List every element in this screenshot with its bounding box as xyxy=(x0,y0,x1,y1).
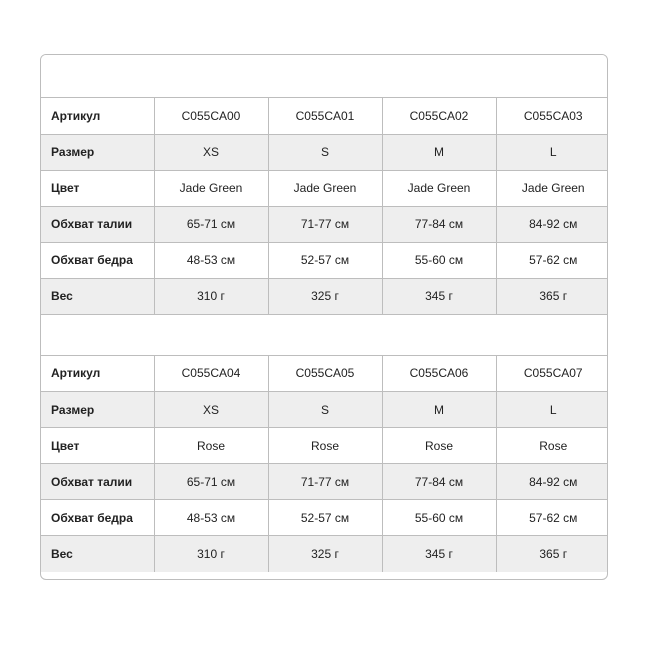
table-cell: XS xyxy=(154,392,268,428)
table-cell: 84-92 см xyxy=(496,206,608,242)
table-cell: M xyxy=(382,134,496,170)
table-cell: 52-57 см xyxy=(268,500,382,536)
table-cell: Rose xyxy=(382,428,496,464)
table-cell: Rose xyxy=(268,428,382,464)
table-cell: 65-71 см xyxy=(154,464,268,500)
table-cell: 77-84 см xyxy=(382,464,496,500)
table-cell: 48-53 см xyxy=(154,500,268,536)
table-row-waist xyxy=(41,464,608,500)
table-cell: 345 г xyxy=(382,278,496,314)
section-rose xyxy=(41,356,607,572)
table-cell: C055CA01 xyxy=(268,98,382,134)
row-label: Обхват бедра xyxy=(41,500,154,536)
table-cell: Jade Green xyxy=(496,170,608,206)
table-cell: L xyxy=(496,134,608,170)
table-cell: 65-71 см xyxy=(154,206,268,242)
spec-table-jade-green xyxy=(41,98,608,315)
table-cell: C055CA06 xyxy=(382,356,496,392)
spec-card xyxy=(40,54,608,580)
table-cell: 365 г xyxy=(496,278,608,314)
table-row-color xyxy=(41,170,608,206)
table-cell: Jade Green xyxy=(154,170,268,206)
table-row-article xyxy=(41,98,608,134)
table-header-blank xyxy=(41,55,607,98)
table-row-color xyxy=(41,428,608,464)
table-cell: C055CA00 xyxy=(154,98,268,134)
spec-table-rose xyxy=(41,356,608,572)
table-cell: 48-53 см xyxy=(154,242,268,278)
row-label: Обхват талии xyxy=(41,206,154,242)
table-cell: 55-60 см xyxy=(382,242,496,278)
row-label: Обхват бедра xyxy=(41,242,154,278)
table-cell: Jade Green xyxy=(382,170,496,206)
table-cell: 310 г xyxy=(154,278,268,314)
table-cell: Rose xyxy=(496,428,608,464)
table-cell: C055CA07 xyxy=(496,356,608,392)
table-cell: C055CA05 xyxy=(268,356,382,392)
table-cell: 71-77 см xyxy=(268,206,382,242)
table-cell: 325 г xyxy=(268,278,382,314)
table-cell: C055CA03 xyxy=(496,98,608,134)
table-row-size xyxy=(41,392,608,428)
table-cell: Jade Green xyxy=(268,170,382,206)
table-cell: 57-62 см xyxy=(496,500,608,536)
row-label: Размер xyxy=(41,392,154,428)
table-cell: 325 г xyxy=(268,536,382,572)
table-row-hip xyxy=(41,242,608,278)
table-row-article xyxy=(41,356,608,392)
table-cell: S xyxy=(268,134,382,170)
table-cell: S xyxy=(268,392,382,428)
row-label: Вес xyxy=(41,278,154,314)
table-row-weight xyxy=(41,278,608,314)
table-cell: 345 г xyxy=(382,536,496,572)
table-cell: 77-84 см xyxy=(382,206,496,242)
table-cell: XS xyxy=(154,134,268,170)
table-row-waist xyxy=(41,206,608,242)
row-label: Вес xyxy=(41,536,154,572)
table-cell: 52-57 см xyxy=(268,242,382,278)
table-cell: L xyxy=(496,392,608,428)
table-separator-blank xyxy=(41,315,607,356)
row-label: Цвет xyxy=(41,170,154,206)
table-cell: 55-60 см xyxy=(382,500,496,536)
table-row-weight xyxy=(41,536,608,572)
table-cell: 365 г xyxy=(496,536,608,572)
table-row-size xyxy=(41,134,608,170)
table-cell: M xyxy=(382,392,496,428)
row-label: Обхват талии xyxy=(41,464,154,500)
row-label: Размер xyxy=(41,134,154,170)
table-cell: C055CA02 xyxy=(382,98,496,134)
table-cell: 310 г xyxy=(154,536,268,572)
table-cell: 57-62 см xyxy=(496,242,608,278)
table-cell: 71-77 см xyxy=(268,464,382,500)
row-label: Артикул xyxy=(41,98,154,134)
row-label: Артикул xyxy=(41,356,154,392)
table-cell: 84-92 см xyxy=(496,464,608,500)
table-row-hip xyxy=(41,500,608,536)
row-label: Цвет xyxy=(41,428,154,464)
table-cell: C055CA04 xyxy=(154,356,268,392)
table-cell: Rose xyxy=(154,428,268,464)
